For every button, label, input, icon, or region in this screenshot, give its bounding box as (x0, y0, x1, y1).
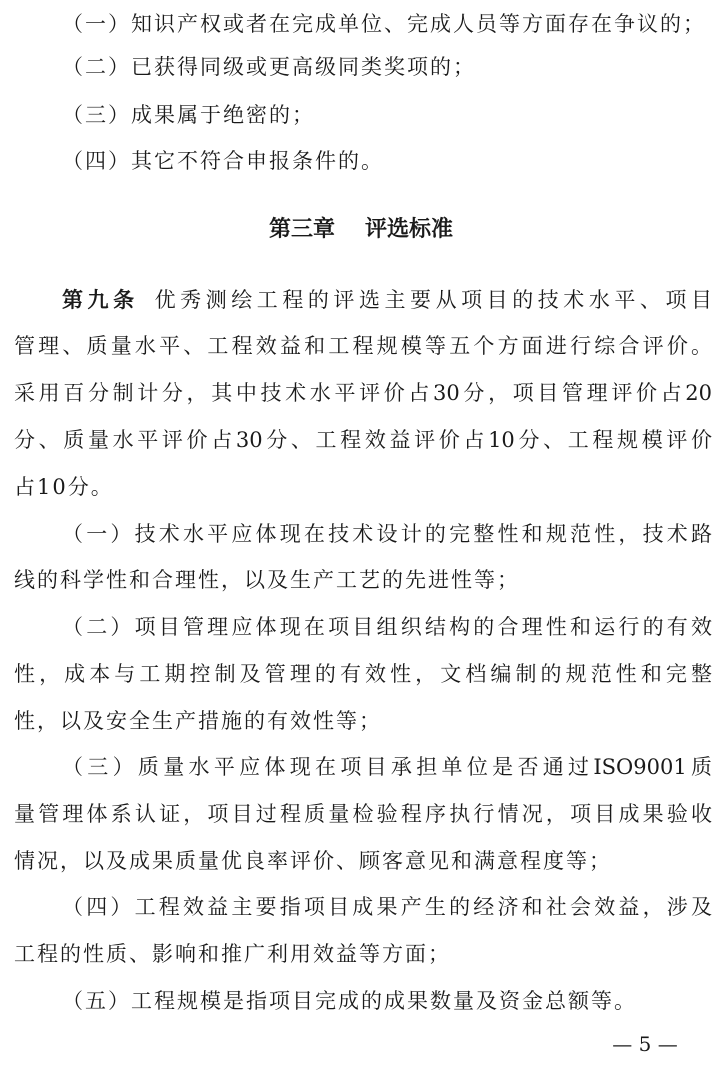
criteria-item-3-line-1: （三）质量水平应体现在项目承担单位是否通过ISO9001质 (62, 755, 712, 779)
chapter-number: 第三章 (268, 217, 335, 242)
criteria-item-3-line-2: 量管理体系认证，项目过程质量检验程序执行情况，项目成果验收 (14, 802, 712, 826)
criteria-item-4-line-1: （四）工程效益主要指项目成果产生的经济和社会效益，涉及 (62, 895, 712, 919)
criteria-item-2-line-3: 性，以及安全生产措施的有效性等； (14, 709, 382, 733)
page-number: — 5 — (612, 1032, 678, 1056)
article9-line-5: 占10分。 (14, 475, 114, 499)
criteria-item-1-line-1: （一）技术水平应体现在技术设计的完整性和规范性，技术路 (62, 522, 712, 546)
criteria-item-3-line-3: 情况，以及成果质量优良率评价、顾客意见和满意程度等； (14, 849, 612, 873)
criteria-item-1-line-2: 线的科学性和合理性，以及生产工艺的先进性等； (14, 568, 520, 592)
article9-line-2: 管理、质量水平、工程效益和工程规模等五个方面进行综合评价。 (14, 334, 712, 358)
article9-line-4: 分、质量水平评价占30分、工程效益评价占10分、工程规模评价 (14, 428, 712, 452)
article9-line-1 (0, 276, 722, 324)
article9-line-3: 采用百分制计分，其中技术水平评价占30分，项目管理评价占20 (14, 381, 712, 405)
criteria-item-2-line-2: 性，成本与工期控制及管理的有效性，文档编制的规范性和完整 (14, 662, 712, 686)
criteria-item-5-line-1: （五）工程规模是指项目完成的成果数量及资金总额等。 (62, 989, 637, 1013)
exclusion-item-1: （一）知识产权或者在完成单位、完成人员等方面存在争议的； (62, 12, 706, 36)
exclusion-item-4: （四）其它不符合申报条件的。 (62, 149, 384, 173)
exclusion-item-3: （三）成果属于绝密的； (62, 103, 315, 127)
criteria-item-2-line-1: （二）项目管理应体现在项目组织结构的合理性和运行的有效 (62, 615, 712, 639)
chapter-title: 评选标准 (365, 217, 454, 242)
chapter-heading (0, 206, 722, 254)
criteria-item-4-line-2: 工程的性质、影响和推广利用效益等方面； (14, 942, 451, 966)
article9-text-1: 优秀测绘工程的评选主要从项目的技术水平、项目 (154, 288, 712, 312)
exclusion-item-2: （二）已获得同级或更高级同类奖项的； (62, 55, 476, 79)
article-heading: 第九条 (62, 288, 139, 312)
